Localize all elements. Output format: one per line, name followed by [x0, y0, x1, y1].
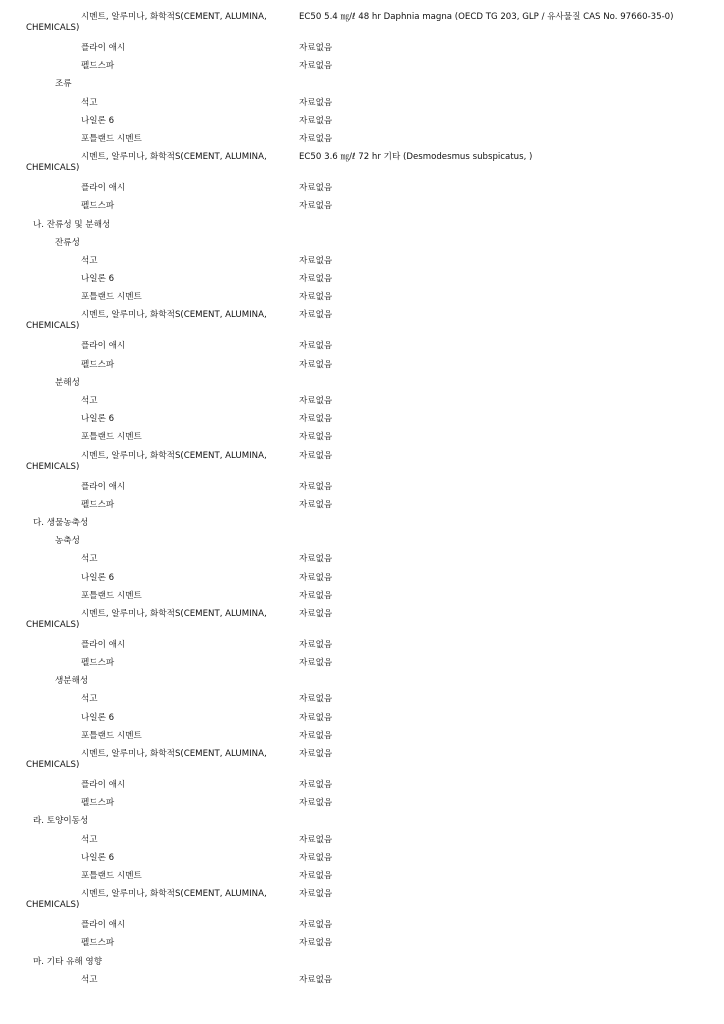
subsection-heading: 농축성: [55, 536, 80, 547]
substance-value: 자료없음: [299, 432, 333, 443]
substance-value: 자료없음: [299, 639, 333, 650]
substance-name: 나일론 6: [81, 712, 115, 723]
substance-row: [0, 451, 724, 482]
substance-row: [0, 292, 724, 310]
section-heading: 다. 생물농축성: [33, 517, 89, 528]
substance-name: 석고: [81, 97, 98, 108]
substance-value: 자료없음: [299, 938, 333, 949]
substance-value: 자료없음: [299, 834, 333, 845]
substance-value: 자료없음: [299, 341, 333, 352]
substance-value: 자료없음: [299, 852, 333, 863]
substance-name: 플라이 애시: [81, 920, 126, 931]
substance-value: 자료없음: [299, 310, 333, 321]
substance-name: 포틀랜드 시멘트: [81, 292, 142, 303]
substance-value: 자료없음: [299, 499, 333, 510]
substance-value: 자료없음: [299, 481, 333, 492]
substance-value: 자료없음: [299, 780, 333, 790]
substance-row: [0, 658, 724, 676]
substance-value: 자료없음: [299, 396, 333, 406]
substance-name: 나일론 6: [81, 572, 115, 583]
substance-row: [0, 694, 724, 712]
substance-name: 나일론 6: [81, 274, 115, 285]
substance-value: 자료없음: [299, 712, 333, 723]
substance-row: [0, 341, 724, 359]
substance-name: 시멘트, 알루미나, 화학적S(CEMENT, ALUMINA,: [81, 889, 267, 900]
substance-value: 자료없음: [299, 359, 333, 370]
substance-name: 석고: [81, 694, 98, 705]
substance-row: [0, 152, 724, 183]
substance-value: 자료없음: [299, 274, 333, 285]
substance-name: 시멘트, 알루미나, 화학적S(CEMENT, ALUMINA,: [81, 12, 267, 22]
substance-row: [0, 573, 724, 591]
substance-name: 플라이 애시: [81, 341, 126, 352]
substance-row: [0, 396, 724, 414]
substance-name-cont: CHEMICALS): [26, 900, 80, 911]
substance-row: [0, 43, 724, 61]
substance-name: 나일론 6: [81, 852, 115, 863]
substance-name: 포틀랜드 시멘트: [81, 870, 142, 881]
substance-row: [0, 889, 724, 920]
substance-name: 석고: [81, 396, 98, 406]
substance-row: [0, 310, 724, 341]
substance-name: 석고: [81, 554, 98, 565]
substance-value: 자료없음: [299, 201, 333, 212]
substance-value: 자료없음: [299, 414, 333, 425]
substance-name: 포틀랜드 시멘트: [81, 133, 142, 144]
substance-row: [0, 853, 724, 871]
substance-name-cont: CHEMICALS): [26, 619, 80, 630]
substance-row: [0, 609, 724, 640]
substance-name: 펠드스파: [81, 61, 115, 72]
substance-row: [0, 183, 724, 201]
substance-row: [0, 731, 724, 749]
substance-row: [0, 780, 724, 798]
substance-value: 자료없음: [299, 61, 333, 72]
substance-value: 자료없음: [299, 183, 333, 194]
substance-value: 자료없음: [299, 920, 333, 931]
substance-value: 자료없음: [299, 554, 333, 565]
substance-row: [0, 116, 724, 134]
substance-row: [0, 920, 724, 938]
substance-value: 자료없음: [299, 974, 333, 985]
substance-name: 펠드스파: [81, 201, 115, 212]
substance-row: [0, 61, 724, 79]
substance-name: 석고: [81, 255, 98, 266]
substance-value: EC50 5.4 ㎎/ℓ 48 hr Daphnia magna (OECD TG 203, GLP / 유사물질 CAS No. 97660-35-0): [299, 12, 674, 22]
substance-row: [0, 938, 724, 956]
substance-name: 시멘트, 알루미나, 화학적S(CEMENT, ALUMINA,: [81, 152, 267, 163]
substance-row: [0, 554, 724, 572]
substance-name: 포틀랜드 시멘트: [81, 432, 142, 443]
substance-value: 자료없음: [299, 870, 333, 881]
substance-name: 플라이 애시: [81, 481, 126, 492]
substance-name: 포틀랜드 시멘트: [81, 730, 142, 741]
section-heading: 라. 토양이동성: [33, 816, 89, 827]
substance-row: [0, 500, 724, 518]
substance-value: 자료없음: [299, 572, 333, 583]
substance-row: [0, 432, 724, 450]
substance-name: 플라이 애시: [81, 43, 126, 53]
msds-ecology-section: [0, 12, 724, 993]
substance-value: 자료없음: [299, 730, 333, 741]
substance-name-cont: CHEMICALS): [26, 163, 80, 174]
subsection-heading: 생분해성: [55, 676, 89, 687]
substance-row: [0, 482, 724, 500]
substance-row: [0, 201, 724, 219]
substance-name: 시멘트, 알루미나, 화학적S(CEMENT, ALUMINA,: [81, 608, 267, 619]
subsection-heading: 잔류성: [55, 237, 80, 248]
substance-name: 펠드스파: [81, 658, 115, 669]
substance-row: [0, 835, 724, 853]
substance-value: 자료없음: [299, 97, 333, 108]
substance-name: 석고: [81, 834, 98, 845]
substance-row: [0, 98, 724, 116]
substance-row: [0, 360, 724, 378]
substance-row: [0, 414, 724, 432]
substance-name: 플라이 애시: [81, 780, 126, 790]
section-heading: 나. 잔류성 및 분해성: [33, 219, 111, 230]
substance-name: 나일론 6: [81, 414, 115, 425]
substance-name-cont: CHEMICALS): [26, 23, 80, 33]
substance-value: 자료없음: [299, 889, 333, 900]
substance-value: EC50 3.6 ㎎/ℓ 72 hr 기타 (Desmodesmus subspicatus, ): [299, 152, 533, 163]
substance-value: 자료없음: [299, 694, 333, 705]
substance-value: 자료없음: [299, 292, 333, 303]
substance-row: [0, 640, 724, 658]
substance-value: 자료없음: [299, 658, 333, 669]
substance-row: [0, 134, 724, 152]
substance-value: 자료없음: [299, 255, 333, 266]
substance-name: 펠드스파: [81, 359, 115, 370]
substance-value: 자료없음: [299, 450, 333, 461]
substance-name: 시멘트, 알루미나, 화학적S(CEMENT, ALUMINA,: [81, 749, 267, 759]
substance-value: 자료없음: [299, 133, 333, 144]
substance-name: 시멘트, 알루미나, 화학적S(CEMENT, ALUMINA,: [81, 450, 267, 461]
substance-name: 플라이 애시: [81, 639, 126, 650]
subsection-heading: 분해성: [55, 377, 80, 388]
substance-name: 석고: [81, 974, 98, 985]
substance-name: 펠드스파: [81, 798, 115, 809]
substance-value: 자료없음: [299, 798, 333, 809]
substance-value: 자료없음: [299, 749, 333, 759]
substance-name: 플라이 애시: [81, 183, 126, 194]
substance-value: 자료없음: [299, 43, 333, 53]
substance-row: [0, 798, 724, 816]
substance-row: [0, 12, 724, 43]
substance-row: [0, 975, 724, 993]
substance-row: [0, 713, 724, 731]
substance-row: [0, 871, 724, 889]
substance-row: [0, 256, 724, 274]
substance-row: [0, 591, 724, 609]
substance-row: [0, 274, 724, 292]
substance-row: [0, 749, 724, 780]
substance-value: 자료없음: [299, 590, 333, 601]
substance-name-cont: CHEMICALS): [26, 760, 80, 770]
substance-name: 나일론 6: [81, 115, 115, 126]
substance-name: 펠드스파: [81, 938, 115, 949]
substance-value: 자료없음: [299, 115, 333, 126]
substance-name-cont: CHEMICALS): [26, 461, 80, 472]
substance-value: 자료없음: [299, 608, 333, 619]
substance-name: 시멘트, 알루미나, 화학적S(CEMENT, ALUMINA,: [81, 310, 267, 321]
substance-name-cont: CHEMICALS): [26, 321, 80, 332]
section-heading: 마. 기타 유해 영향: [33, 956, 103, 967]
substance-name: 포틀랜드 시멘트: [81, 590, 142, 601]
substance-name: 펠드스파: [81, 499, 115, 510]
subsection-heading: 조류: [55, 79, 72, 90]
